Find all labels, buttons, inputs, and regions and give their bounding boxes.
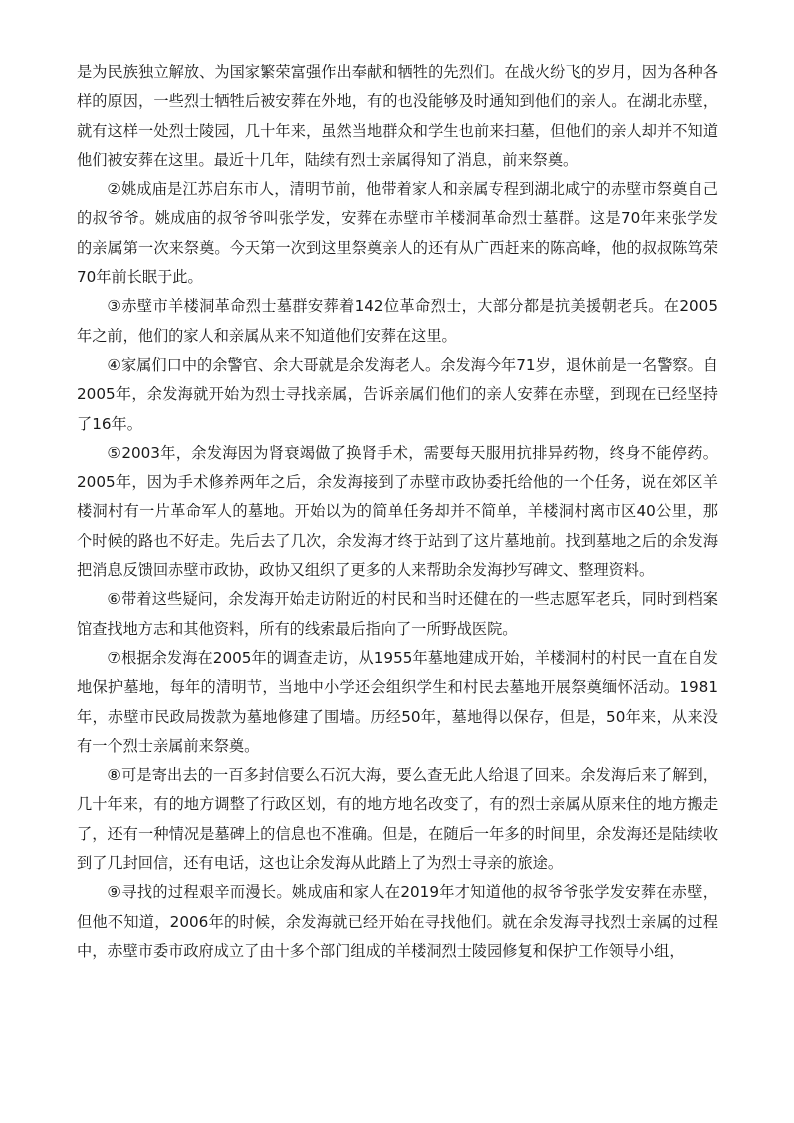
paragraph-5: ⑤2003年，余发海因为肾衰竭做了换肾手术，需要每天服用抗排异药物，终身不能停药。2005年，因为手术修养两年之后，余发海接到了赤壁市政协委托给他的一个任务，说在郊区羊楼洞村有一片革命军人的墓地。开始以为的简单任务却并不简单，羊楼洞村离市区40公里，那个时候的路也不好走。先后去了几次，余发海才终于站到了这片墓地前。找到墓地之后的余发海把消息反馈回赤壁市政协，政协又组织了更多的人来帮助余发海抄写碑文、整理资料。 bbox=[77, 443, 718, 580]
paragraph-intro-continued: 是为民族独立解放、为国家繁荣富强作出奉献和牺牲的先烈们。在战火纷飞的岁月，因为各种各样的原因，一些烈士牺牲后被安葬在外地，有的也没能够及时通知到他们的亲人。在湖北赤壁，就有这样一处烈士陵园，几十年来，虽然当地群众和学生也前来扫墓，但他们的亲人却并不知道他们被安葬在这里。最近十几年，陆续有烈士亲属得知了消息，前来祭奠。 bbox=[77, 63, 718, 169]
article-body bbox=[77, 58, 718, 966]
paragraph-9: ⑨寻找的过程艰辛而漫长。姚成庙和家人在2019年才知道他的叔爷爷张学发安葬在赤壁，但他不知道，2006年的时候，余发海就已经开始在寻找他们。就在余发海寻找烈士亲属的过程中，赤壁市委市政府成立了由十多个部门组成的羊楼洞烈士陵园修复和保护工作领导小组， bbox=[77, 883, 718, 960]
paragraph-4: ④家属们口中的余警官、余大哥就是余发海老人。余发海今年71岁，退休前是一名警察。自2005年，余发海就开始为烈士寻找亲属，告诉亲属们他们的亲人安葬在赤壁，到现在已经坚持了16年。 bbox=[77, 355, 718, 433]
paragraph-7: ⑦根据余发海在2005年的调查走访，从1955年墓地建成开始，羊楼洞村的村民一直在自发地保护墓地，每年的清明节，当地中小学还会组织学生和村民去墓地开展祭奠缅怀活动。1981年，赤壁市民政局拨款为墓地修建了围墙。历经50年，墓地得以保存，但是，50年来，从来没有一个烈士亲属前来祭奠。 bbox=[77, 648, 718, 755]
paragraph-3: ③赤壁市羊楼洞革命烈士墓群安葬着142位革命烈士，大部分都是抗美援朝老兵。在2005年之前，他们的家人和亲属从来不知道他们安葬在这里。 bbox=[77, 297, 718, 345]
paragraph-6: ⑥带着这些疑问，余发海开始走访附近的村民和当时还健在的一些志愿军老兵，同时到档案馆查找地方志和其他资料，所有的线索最后指向了一所野战医院。 bbox=[77, 590, 718, 638]
paragraph-2: ②姚成庙是江苏启东市人，清明节前，他带着家人和亲属专程到湖北咸宁的赤壁市祭奠自己的叔爷爷。姚成庙的叔爷爷叫张学发，安葬在赤壁市羊楼洞革命烈士墓群。这是70年来张学发的亲属第一次来祭奠。今天第一次到这里祭奠亲人的还有从广西赶来的陈高峰，他的叔叔陈笃荣70年前长眠于此。 bbox=[77, 180, 718, 287]
paragraph-8: ⑧可是寄出去的一百多封信要么石沉大海，要么查无此人给退了回来。余发海后来了解到，几十年来，有的地方调整了行政区划，有的地方地名改变了，有的烈士亲属从原来住的地方搬走了，还有一种情况是墓碑上的信息也不准确。但是，在随后一年多的时间里，余发海还是陆续收到了几封回信，还有电话，这也让余发海从此踏上了为烈士寻亲的旅途。 bbox=[77, 766, 718, 873]
